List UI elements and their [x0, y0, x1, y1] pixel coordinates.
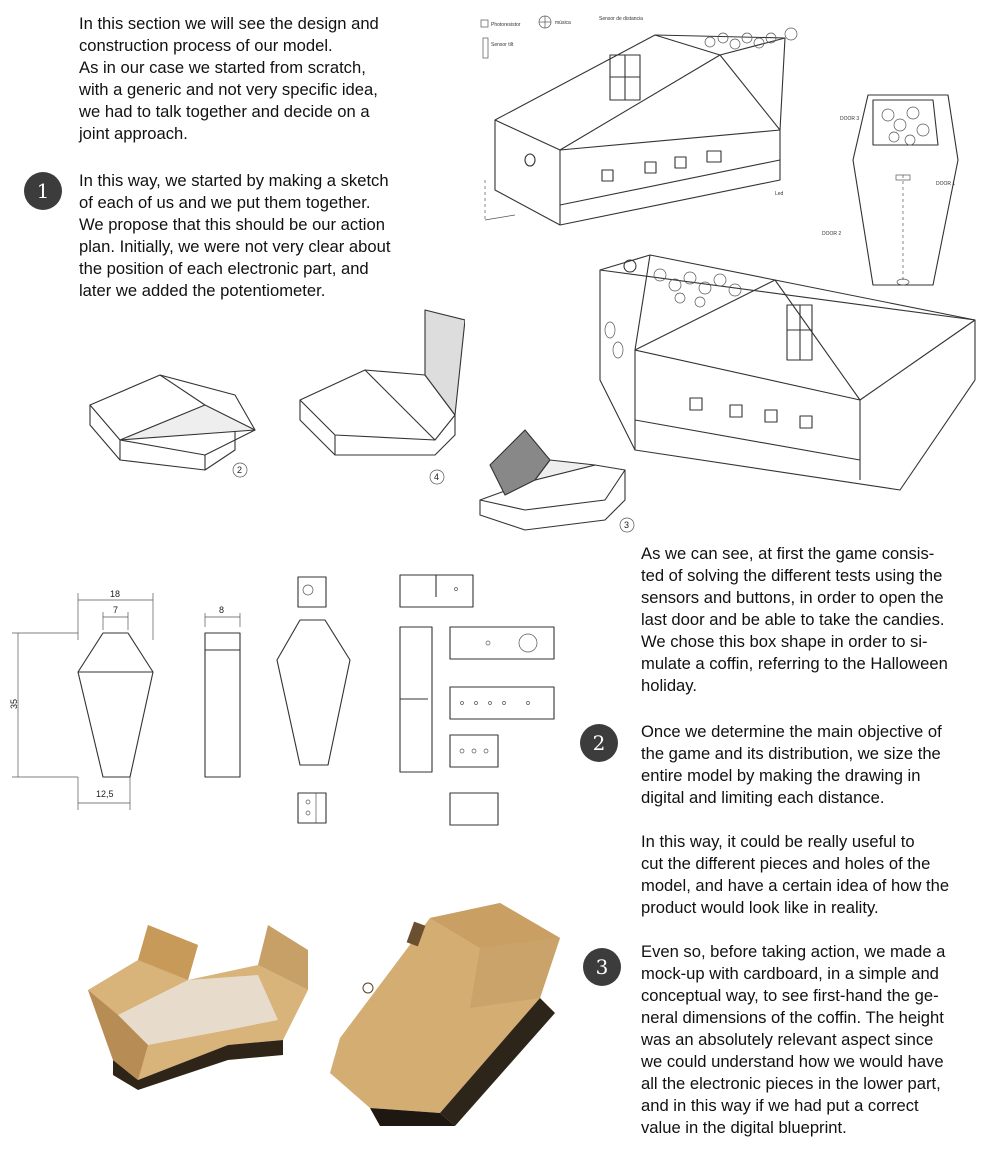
intro-line: joint approach.	[79, 124, 188, 143]
cardboard-mockup-open-photo	[78, 920, 310, 1095]
sketch-label-3: 3	[624, 520, 630, 530]
step-3-line: neral dimensions of the coffin. The height	[641, 1008, 944, 1027]
step-2-intro-line: We chose this box shape in order to si-	[641, 632, 928, 651]
dim-35: 35	[9, 698, 19, 709]
step-1-badge: 1	[24, 172, 62, 210]
step-2-intro-line: last door and be able to take the candies.	[641, 610, 945, 629]
step-3-line: all the electronic pieces in the lower part,	[641, 1074, 941, 1093]
step-1-paragraph	[79, 170, 390, 302]
led-label: Led	[775, 191, 784, 197]
step-2-intro-line: sensors and buttons, in order to open the	[641, 588, 944, 607]
step-3-line: and in this way if we had put a correct	[641, 1096, 919, 1115]
legend-distance-sensor: Sensor de distancia	[599, 16, 643, 22]
coffin-sketch-middle	[590, 250, 980, 495]
step-2-line: digital and limiting each distance.	[641, 788, 885, 807]
step-1-line: later we added the potentiometer.	[79, 281, 326, 300]
step-3-line: was an absolutely relevant aspect since	[641, 1030, 934, 1049]
cardboard-mockup-closed-photo	[310, 898, 570, 1128]
mockup-sketch-2	[85, 350, 270, 485]
step-2-extra-line: model, and have a certain idea of how the	[641, 876, 950, 895]
dim-12-5: 12,5	[96, 789, 114, 799]
step-2-extra-line: product would look like in reality.	[641, 898, 879, 917]
step-2-extra-line: In this way, it could be really useful to	[641, 832, 915, 851]
step-2-line: entire model by making the drawing in	[641, 766, 921, 785]
door-2-label: DOOR 2	[822, 231, 842, 237]
step-2-intro-line: ted of solving the different tests using the	[641, 566, 943, 585]
step-2-extra-paragraph	[641, 831, 949, 919]
intro-line: construction process of our model.	[79, 36, 333, 55]
technical-blueprint	[0, 565, 570, 830]
step-1-line: of each of us and we put them together.	[79, 193, 371, 212]
step-2-intro-paragraph	[641, 543, 948, 697]
intro-line: we had to talk together and decide on a	[79, 102, 370, 121]
legend-music: música	[555, 20, 571, 26]
step-1-line: plan. Initially, we were not very clear about	[79, 237, 391, 256]
step-3-badge: 3	[583, 948, 621, 986]
step-1-line: In this way, we started by making a sketch	[79, 171, 389, 190]
step-2-badge: 2	[580, 724, 618, 762]
step-2-paragraph	[641, 721, 942, 809]
mockup-sketch-3	[475, 425, 635, 535]
door-3-label: DOOR 3	[840, 116, 860, 122]
step-2-extra-line: cut the different pieces and holes of the	[641, 854, 931, 873]
step-2-line: Once we determine the main objective of	[641, 722, 942, 741]
step-3-line: Even so, before taking action, we made a	[641, 942, 946, 961]
legend-tilt: Sensor tilt	[491, 42, 514, 48]
step-2-intro-line: mulate a coffin, referring to the Halloween	[641, 654, 948, 673]
step-2-intro-line: holiday.	[641, 676, 697, 695]
door-1-label: DOOR 1	[936, 181, 956, 187]
dim-18: 18	[110, 589, 121, 599]
intro-line: In this section we will see the design and	[79, 14, 379, 33]
mockup-sketch-4	[295, 305, 465, 485]
intro-paragraph	[79, 13, 379, 145]
dim-8: 8	[219, 605, 225, 615]
step-3-line: we could understand how we would have	[641, 1052, 944, 1071]
intro-line: As in our case we started from scratch,	[79, 58, 366, 77]
step-2-intro-line: As we can see, at first the game consis-	[641, 544, 935, 563]
legend-photoresistor: Photoresistor	[491, 22, 521, 28]
step-3-line: mock-up with cardboard, in a simple and	[641, 964, 939, 983]
intro-line: with a generic and not very specific idea,	[79, 80, 378, 99]
step-2-line: the game and its distribution, we size the	[641, 744, 941, 763]
coffin-sketch-top	[475, 10, 820, 245]
step-1-line: the position of each electronic part, and	[79, 259, 369, 278]
step-3-line: value in the digital blueprint.	[641, 1118, 847, 1137]
sketch-label-2: 2	[237, 465, 243, 475]
step-3-line: conceptual way, to see first-hand the ge-	[641, 986, 939, 1005]
step-3-paragraph	[641, 941, 945, 1139]
dim-7: 7	[113, 605, 119, 615]
sketch-label-4: 4	[434, 472, 440, 482]
step-1-line: We propose that this should be our action	[79, 215, 385, 234]
